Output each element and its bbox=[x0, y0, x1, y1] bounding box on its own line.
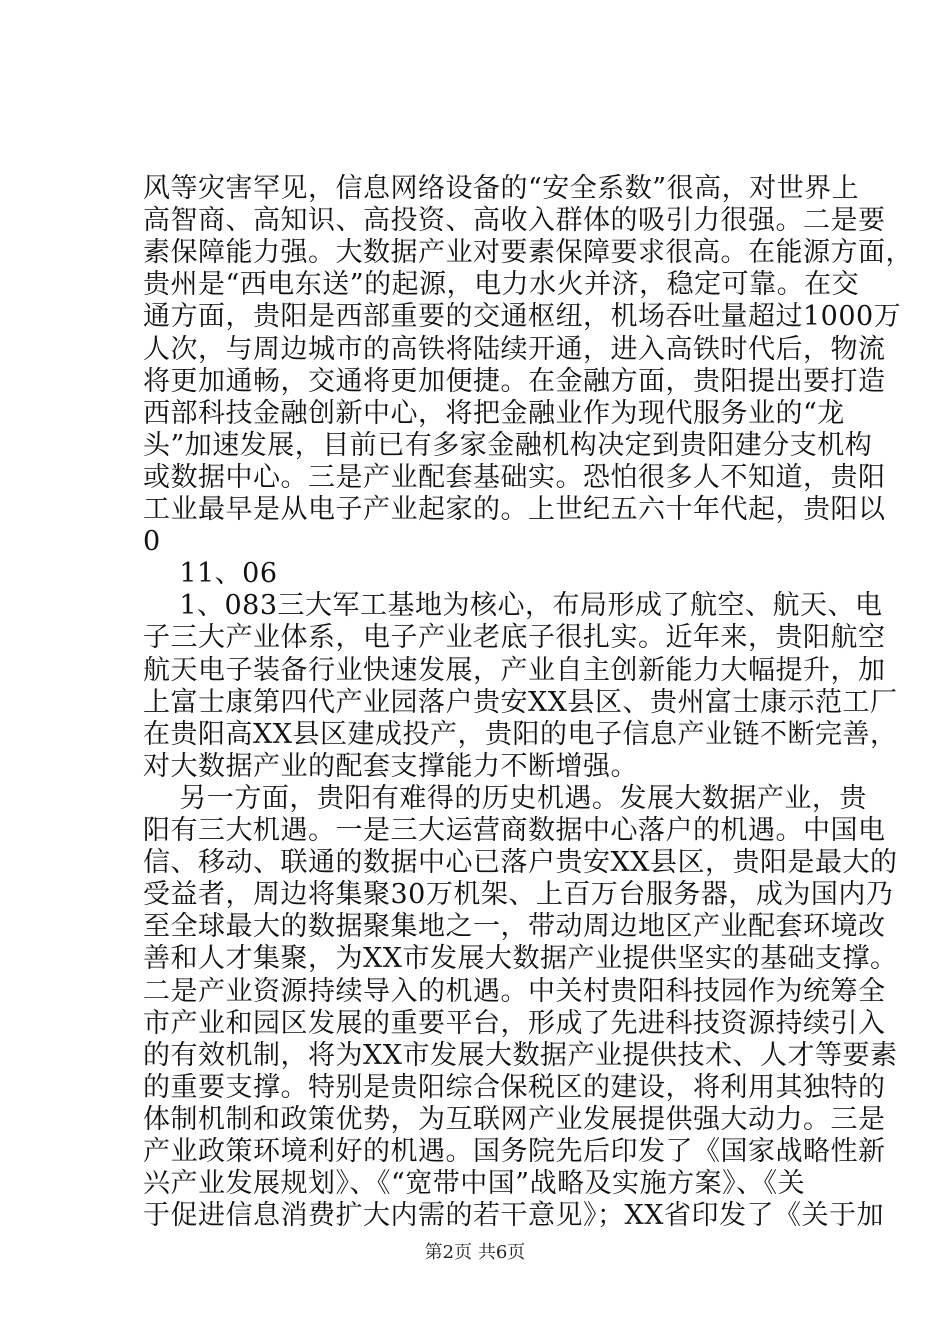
text-line: 阳有三大机遇。一是三大运营商数据中心落户的机遇。中国电 bbox=[143, 815, 886, 846]
text-line: 工业最早是从电子产业起家的。上世纪五六十年代起，贵阳以 bbox=[143, 494, 886, 525]
text-line: 人次，与周边城市的高铁将陆续开通，进入高铁时代后，物流 bbox=[143, 333, 886, 365]
text-line: 素保障能力强。大数据产业对要素保障要求很高。在能源方面， bbox=[143, 237, 913, 269]
text-line: 另一方面，贵阳有难得的历史机遇。发展大数据产业，贵 bbox=[143, 782, 867, 814]
text-line: 对大数据产业的配套支撑能力不断增强。 bbox=[143, 750, 638, 782]
text-line: 上富士康第四代产业园落户贵安XX县区、贵州富士康示范工厂 bbox=[143, 686, 898, 718]
text-line: 至全球最大的数据聚集地之一，带动周边地区产业配套环境改 bbox=[143, 911, 886, 943]
text-line: 贵州是“西电东送”的起源，电力水火并济，稳定可靠。在交 bbox=[143, 269, 860, 301]
text-line: 受益者，周边将集聚30万机架、上百万台服务器，成为国内乃 bbox=[143, 879, 894, 911]
text-line: 将更加通畅，交通将更加便捷。在金融方面，贵阳提出要打造 bbox=[143, 365, 886, 397]
text-line: 的重要支撑。特别是贵阳综合保税区的建设，将利用其独特的 bbox=[143, 1071, 886, 1103]
text-line: 的有效机制，将为XX市发展大数据产业提供技术、人才等要素 bbox=[143, 1039, 898, 1071]
text-line: 市产业和园区发展的重要平台，形成了先进科技资源持续引入 bbox=[143, 1007, 886, 1039]
text-line: 西部科技金融创新中心，将把金融业作为现代服务业的“龙 bbox=[143, 397, 845, 429]
text-line: 通方面，贵阳是西部重要的交通枢纽，机场吞吐量超过1000万 bbox=[143, 301, 902, 333]
text-line: 0 bbox=[143, 526, 161, 558]
text-line: 产业政策环境利好的机遇。国务院先后印发了《国家战略性新 bbox=[143, 1136, 886, 1167]
text-line: 子三大产业体系，电子产业老底子很扎实。近年来，贵阳航空 bbox=[143, 622, 886, 654]
text-line: 信、移动、联通的数据中心已落户贵安XX县区，贵阳是最大的 bbox=[143, 847, 898, 879]
text-line: 在贵阳高XX县区建成投产，贵阳的电子信息产业链不断完善， bbox=[143, 718, 898, 750]
text-line: 善和人才集聚，为XX市发展大数据产业提供坚实的基础支撑。 bbox=[143, 943, 898, 975]
text-line: 高智商、高知识、高投资、高收入群体的吸引力很强。二是要 bbox=[143, 205, 886, 237]
page-footer: 第2页 共6页 bbox=[424, 1242, 526, 1263]
text-line: 于促进信息消费扩大内需的若干意见》；XX省印发了《关于加 bbox=[143, 1200, 884, 1232]
text-line: 或数据中心。三是产业配套基础实。恐怕很多人不知道，贵阳 bbox=[143, 461, 886, 493]
text-line: 二是产业资源持续导入的机遇。中关村贵阳科技园作为统筹全 bbox=[143, 975, 886, 1007]
text-line: 兴产业发展规划》、《“宽带中国”战略及实施方案》、《关 bbox=[143, 1168, 806, 1200]
text-line: 风等灾害罕见，信息网络设备的“安全系数”很高，对世界上 bbox=[143, 173, 860, 204]
text-line: 头”加速发展，目前已有多家金融机构决定到贵阳建分支机构 bbox=[143, 429, 873, 461]
text-line: 1、083三大军工基地为核心，布局形成了航空、航天、电 bbox=[143, 590, 883, 622]
text-line: 航天电子装备行业快速发展，产业自主创新能力大幅提升，加 bbox=[143, 654, 886, 686]
text-line: 11、06 bbox=[143, 558, 278, 590]
text-line: 体制机制和政策优势，为互联网产业发展提供强大动力。三是 bbox=[143, 1103, 886, 1135]
